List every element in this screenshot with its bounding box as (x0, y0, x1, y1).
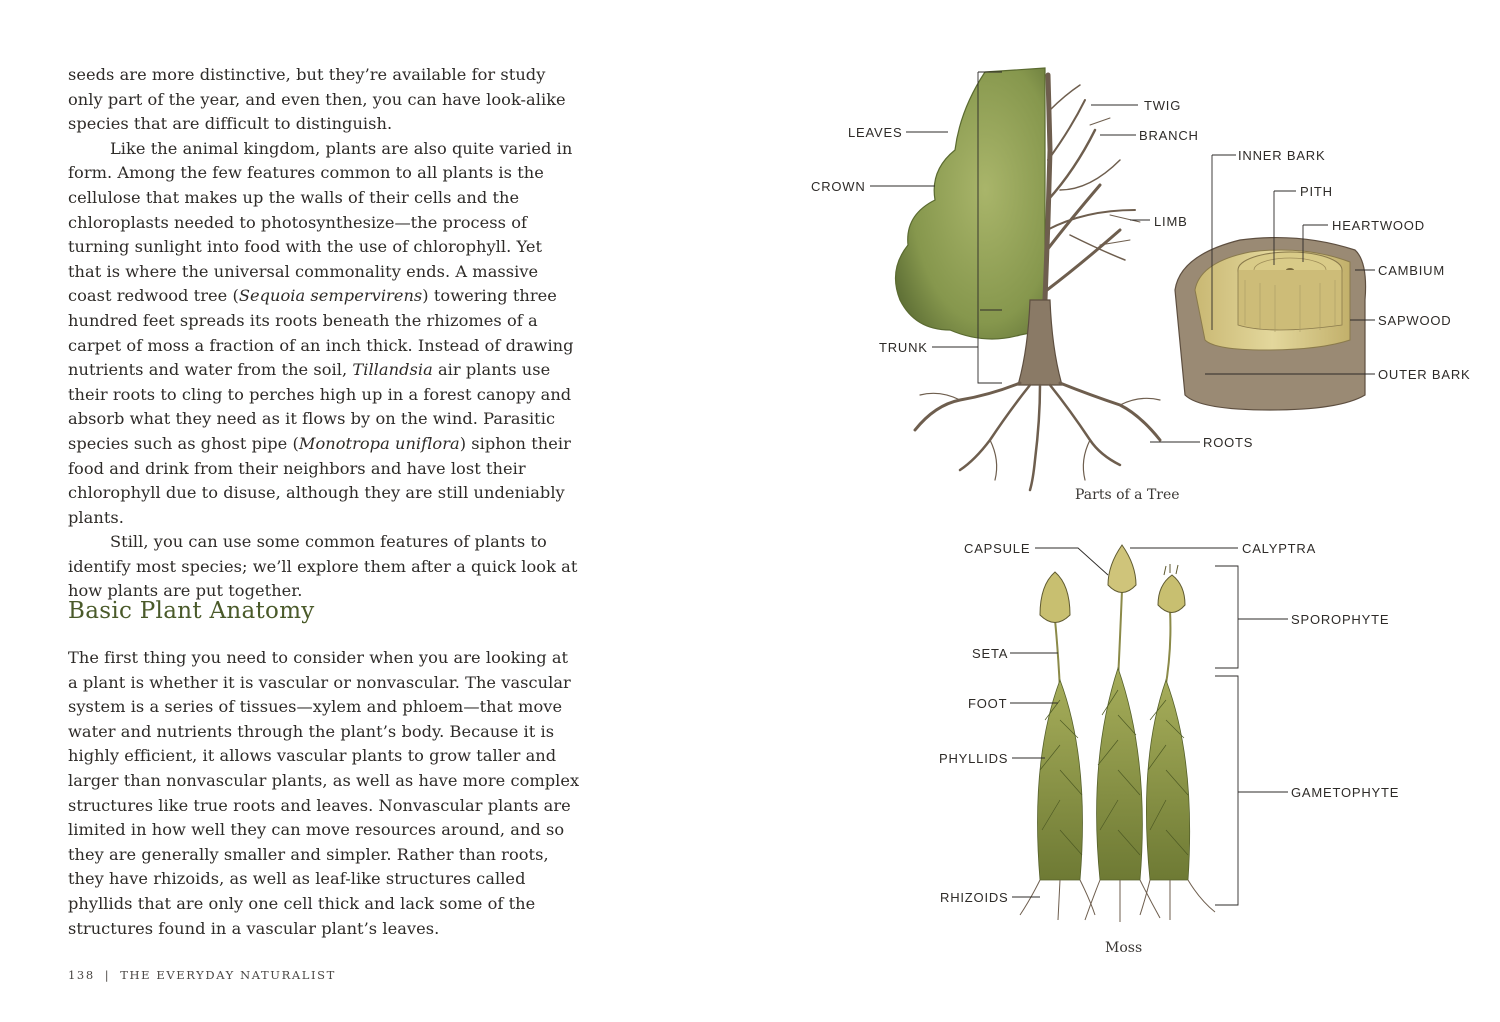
label-rhizoids: RHIZOIDS (940, 890, 1009, 905)
label-twig: TWIG (1144, 98, 1182, 113)
tree-branches (1040, 75, 1140, 380)
label-roots: ROOTS (1203, 435, 1254, 450)
section-heading: Basic Plant Anatomy (68, 598, 315, 624)
label-leaves: LEAVES (848, 125, 903, 140)
moss-capsules (1040, 545, 1185, 623)
paragraph-vascular: The first thing you need to consider when you are looking at a plant is whether it is vascular or nonvascular. The vascular system is a series of tissues—xylem and phloem—that move water and nutrients through the plant’s body. Because it is highly efficient, it allows vascular plants to grow taller and larger than nonvascular plants, as well as have more complex structures like true roots and leaves. Nonvascular plants are limited in how well they can move resources around, and so they are generally smaller and simpler. Rather than roots, they have rhizoids, as well as leaf-like structures called phyllids that are only one cell thick and lack some of the structures found in a vascular plant’s leaves. (68, 648, 580, 938)
moss-setae (1055, 590, 1170, 690)
paragraph-common-features: Still, you can use some common features of plants to identify most species; we’ll explore them after a quick look at how plants are put together. (68, 532, 578, 601)
label-seta: SETA (972, 646, 1009, 661)
label-sporophyte: SPOROPHYTE (1291, 612, 1390, 627)
label-pith: PITH (1300, 184, 1333, 199)
stump-cut-face (1238, 270, 1342, 330)
label-foot: FOOT (968, 696, 1008, 711)
label-trunk: TRUNK (879, 340, 928, 355)
tree-caption: Parts of a Tree (1075, 487, 1180, 503)
moss-caption: Moss (1105, 940, 1143, 956)
paragraph-seeds: seeds are more distinctive, but they’re available for study only part of the year, and even then, you can have look-alike species that are difficult to distinguish. (68, 65, 566, 134)
label-calyptra: CALYPTRA (1242, 541, 1317, 556)
page-number: 138 (68, 968, 95, 982)
label-cambium: CAMBIUM (1378, 263, 1445, 278)
moss-illustration (1020, 545, 1215, 922)
label-limb: LIMB (1154, 214, 1188, 229)
label-capsule: CAPSULE (964, 541, 1031, 556)
book-title: THE EVERYDAY NATURALIST (120, 968, 336, 982)
tree-roots (915, 383, 1160, 490)
label-crown: CROWN (811, 179, 866, 194)
label-outer-bark: OUTER BARK (1378, 367, 1471, 382)
label-phyllids: PHYLLIDS (939, 751, 1009, 766)
tree-crown-foliage (896, 68, 1046, 339)
tree-illustration (896, 68, 1161, 490)
label-branch: BRANCH (1139, 128, 1199, 143)
moss-gametophytes (1038, 668, 1190, 880)
moss-rhizoids (1020, 880, 1215, 922)
footer-separator: | (104, 968, 111, 982)
label-inner-bark: INNER BARK (1238, 148, 1326, 163)
paragraph-animal-kingdom: Like the animal kingdom, plants are also quite varied in form. Among the few features common to all plants is the cellulose that makes up the walls of their cells and the chloroplasts needed to photosynthesize—the process of turning sunlight into food with the use of chlorophyll. Yet that is where the universal commonality ends. A massive coast redwood tree (Sequoia sempervirens) towering three hundred feet spreads its roots beneath the rhizomes of a carpet of moss a fraction of an inch thick. Instead of drawing nutrients and water from the soil, Tillandsia air plants use their roots to cling to perches high up in a forest canopy and absorb what they need as it flows by on the wind. Parasitic species such as ghost pipe (Monotropa uniflora) siphon their food and drink from their neighbors and have lost their chlorophyll due to disuse, although they are still undeniably plants. (68, 138, 574, 527)
stump-cross-section (1175, 238, 1366, 410)
label-sapwood: SAPWOOD (1378, 313, 1452, 328)
label-heartwood: HEARTWOOD (1332, 218, 1425, 233)
label-gametophyte: GAMETOPHYTE (1291, 785, 1400, 800)
